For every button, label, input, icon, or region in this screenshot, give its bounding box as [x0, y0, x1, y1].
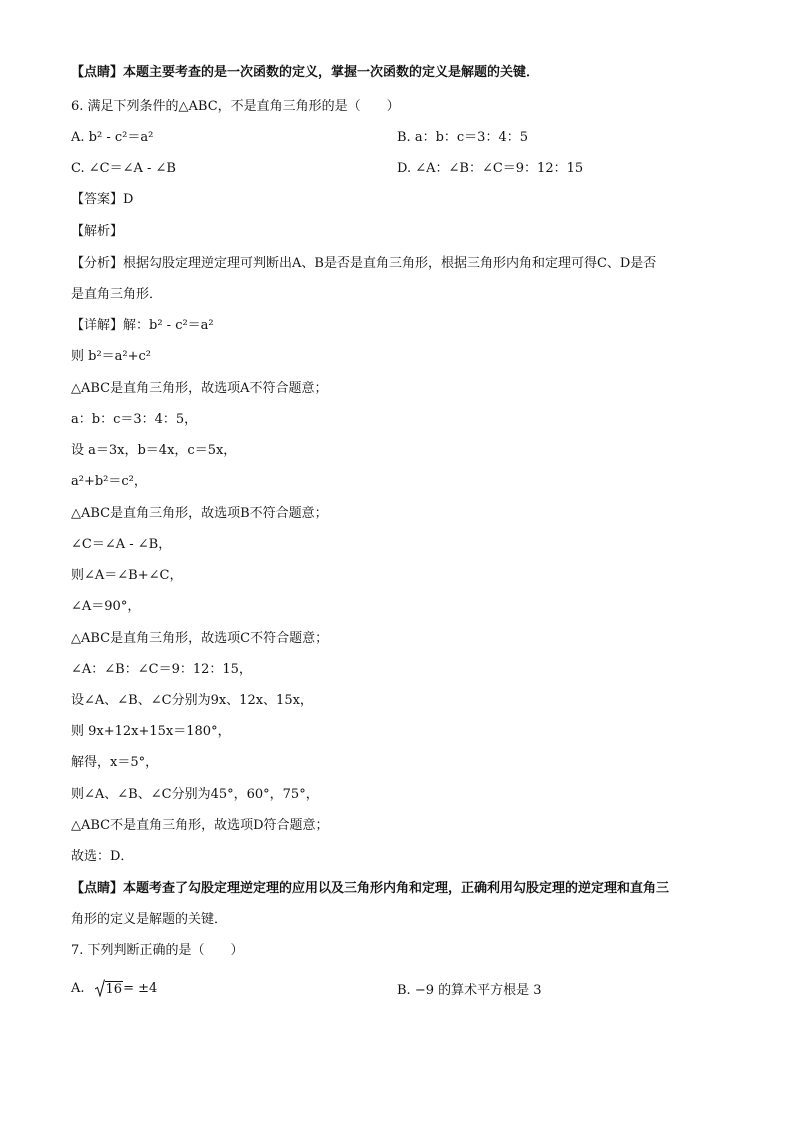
detail-line-7: △ABC是直角三角形，故选项B不符合题意；	[71, 506, 328, 521]
comment-line-2: 【点睛】本题考查了勾股定理逆定理的应用以及三角形内角和定理，正确利用勾股定理的逆定理和直角三	[71, 881, 670, 896]
detail-line-3: △ABC是直角三角形，故选项A不符合题意；	[71, 381, 328, 396]
q6-option-d: D. ∠A：∠B：∠C＝9：12：15	[397, 161, 584, 176]
q6-option-b: B. a：b：c＝3：4：5	[397, 130, 528, 145]
analysis-line-1: 【分析】根据勾股定理逆定理可判断出A、B是否是直角三角形，根据三角形内角和定理可得C、D是否	[71, 256, 657, 271]
analysis-line-2: 是直角三角形．	[71, 287, 163, 302]
q7-option-a-rest: = ±4	[123, 980, 158, 996]
q7-option-b	[397, 975, 542, 1001]
detail-line-12: ∠A：∠B：∠C＝9：12：15，	[71, 662, 252, 677]
answer-line: 【答案】D	[71, 192, 134, 207]
analysis-heading: 【解析】	[71, 224, 124, 239]
detail-line-1: 【详解】解：b² - c²＝a²	[71, 318, 214, 333]
detail-line-8: ∠C＝∠A - ∠B，	[71, 537, 172, 552]
q7-option-a-label: A.	[71, 980, 85, 996]
detail-line-9: 则∠A＝∠B+∠C，	[71, 568, 183, 583]
comment-line-1: 【点睛】本题主要考查的是一次函数的定义，掌握一次函数的定义是解题的关键．	[71, 65, 540, 80]
comment-line-3: 角形的定义是解题的关键．	[71, 912, 228, 927]
square-root-sign	[95, 979, 124, 997]
question-7: 7. 下列判断正确的是（ ）	[71, 943, 244, 958]
detail-line-2: 则 b²＝a²+c²	[71, 349, 152, 364]
detail-line-6: a²+b²＝c²，	[71, 474, 147, 489]
q6-option-c: C. ∠C＝∠A - ∠B	[71, 161, 176, 176]
q7-option-b-text: B. −9 的算术平方根是 3	[397, 982, 542, 998]
detail-line-18: 故选：D．	[71, 849, 134, 864]
detail-line-14: 则 9x+12x+15x＝180°，	[71, 724, 231, 739]
detail-line-17: △ABC不是直角三角形，故选项D符合题意；	[71, 818, 329, 833]
detail-line-13: 设∠A、∠B、∠C分别为9x、12x、15x，	[71, 693, 313, 708]
question-6: 6. 满足下列条件的△ABC，不是直角三角形的是（ ）	[71, 99, 400, 114]
q7-option-a-radicand: 16	[105, 982, 123, 997]
detail-line-11: △ABC是直角三角形，故选项C不符合题意；	[71, 631, 329, 646]
detail-line-15: 解得，x＝5°，	[71, 755, 159, 770]
q6-option-a: A. b² - c²＝a²	[71, 130, 154, 145]
detail-line-5: 设 a＝3x，b＝4x，c＝5x，	[71, 443, 237, 458]
detail-line-16: 则∠A、∠B、∠C分别为45°，60°，75°，	[71, 787, 319, 802]
q7-option-a	[71, 975, 157, 1001]
detail-line-10: ∠A＝90°，	[71, 599, 141, 614]
detail-line-4: a：b：c＝3：4：5，	[71, 412, 198, 427]
